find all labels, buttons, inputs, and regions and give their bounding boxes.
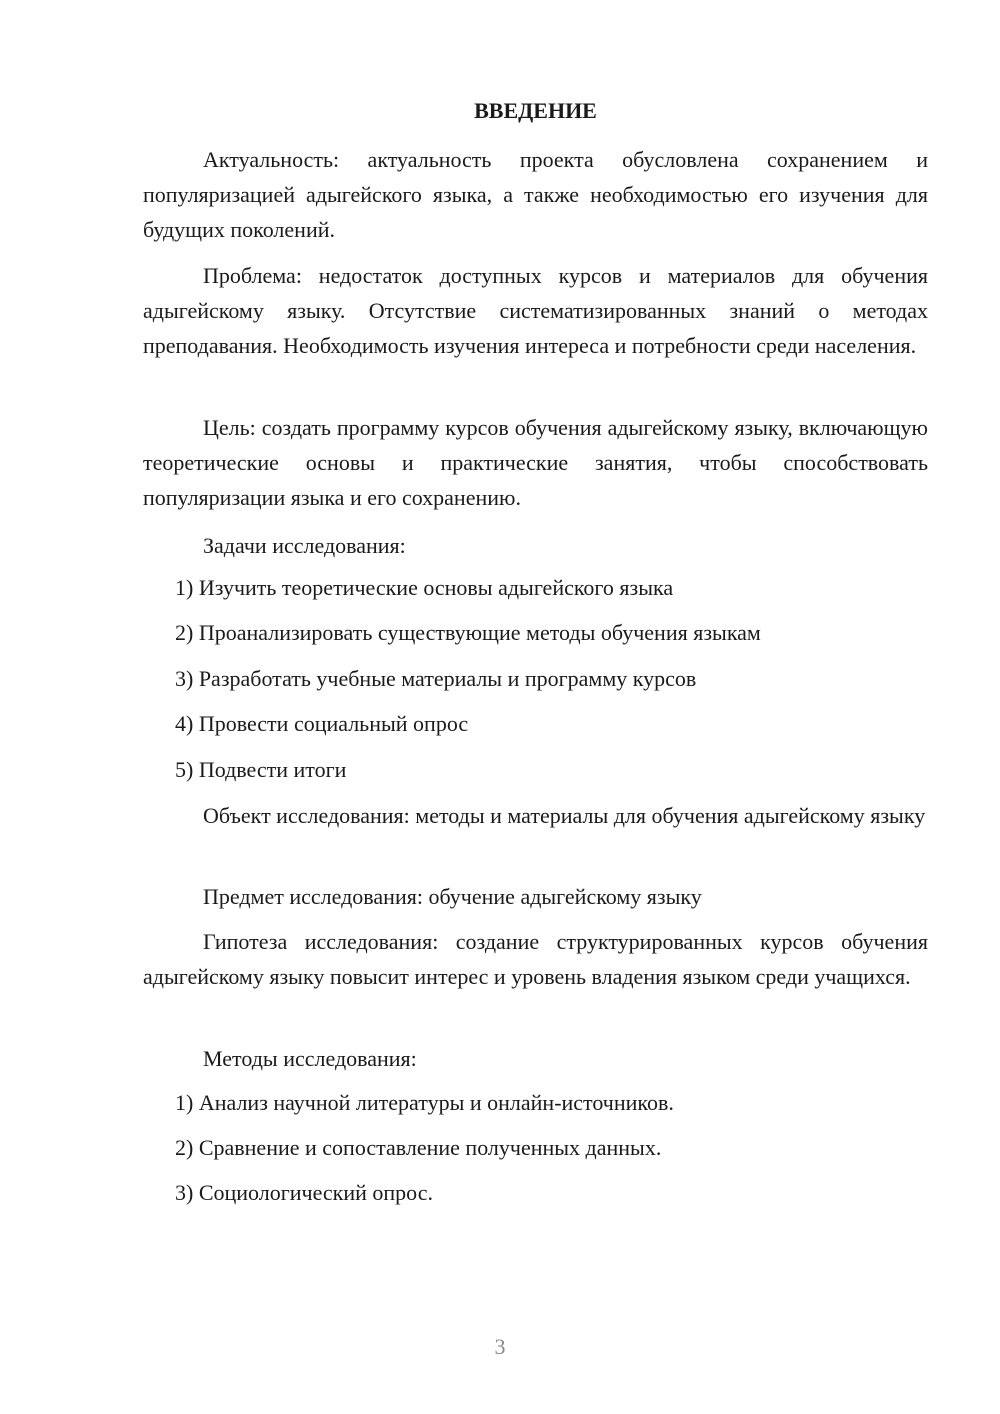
methods-heading: Методы исследования: bbox=[203, 1046, 417, 1071]
method-item: 2) Сравнение и сопоставление полученных данных. bbox=[175, 1135, 662, 1160]
hypothesis-paragraph: Гипотеза исследования: создание структурированных курсов обучения адыгейскому языку повысит интерес и уровень владения языком среди учащихся. bbox=[143, 929, 928, 989]
page-title: ВВЕДЕНИЕ bbox=[474, 98, 597, 123]
task-item: 2) Проанализировать существующие методы обучения языкам bbox=[175, 620, 761, 645]
method-item: 3) Социологический опрос. bbox=[175, 1180, 433, 1205]
task-item: 1) Изучить теоретические основы адыгейского языка bbox=[175, 575, 674, 600]
page-number: 3 bbox=[494, 1334, 506, 1359]
tasks-heading: Задачи исследования: bbox=[203, 533, 406, 558]
method-item: 1) Анализ научной литературы и онлайн-источников. bbox=[175, 1090, 674, 1115]
goal-paragraph: Цель: создать программу курсов обучения адыгейскому языку, включающую теоретические основы и практические занятия, чтобы способствовать популяризации языка и его сохранению. bbox=[143, 415, 928, 510]
task-item: 3) Разработать учебные материалы и программу курсов bbox=[175, 666, 697, 691]
problem-paragraph: Проблема: недостаток доступных курсов и материалов для обучения адыгейскому языку. Отсутствие систематизированных знаний о методах преподавания. Необходимость изучения интереса и потребности среди населения. bbox=[143, 263, 928, 358]
task-item: 5) Подвести итоги bbox=[175, 757, 347, 782]
task-item: 4) Провести социальный опрос bbox=[175, 711, 469, 736]
object-paragraph: Объект исследования: методы и материалы для обучения адыгейскому языку bbox=[203, 803, 926, 828]
relevance-paragraph: Актуальность: актуальность проекта обусловлена сохранением и популяризацией адыгейского языка, а также необходимостью его изучения для будущих поколений. bbox=[143, 147, 928, 242]
subject-paragraph: Предмет исследования: обучение адыгейскому языку bbox=[203, 884, 702, 909]
